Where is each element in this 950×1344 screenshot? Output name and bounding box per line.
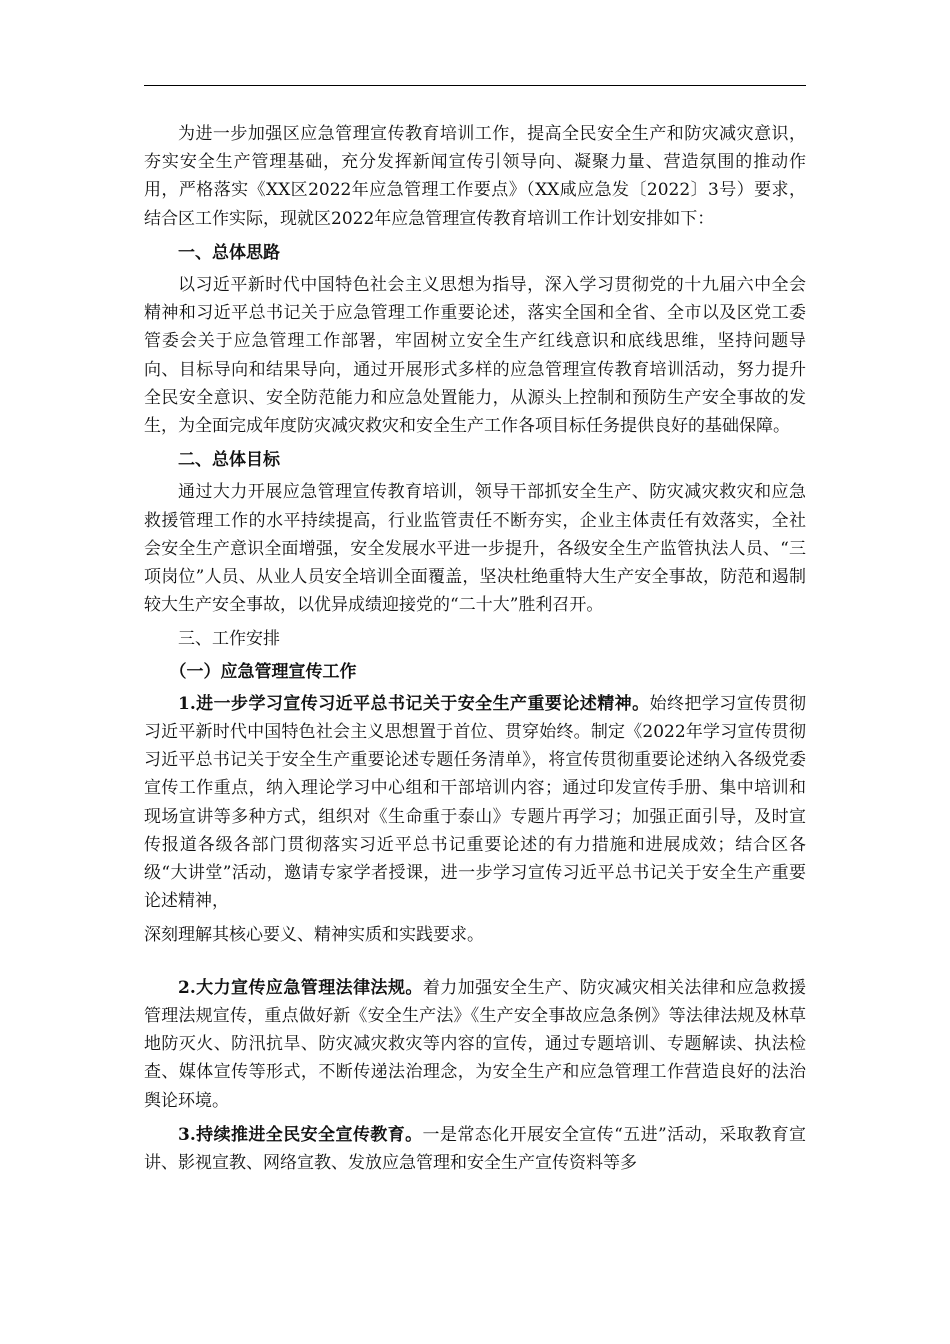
item-2-lead: 2.大力宣传应急管理法律法规。 <box>178 977 423 998</box>
item-1-paragraph <box>144 690 806 916</box>
item-3-paragraph <box>144 1121 806 1177</box>
item-3-body: 一是常态化开展安全宣传“五进”活动，采取教育宣讲、影视宣教、网络宣教、发放应急管理和安全生产宣传资料等多 <box>144 1124 806 1173</box>
page-gap <box>144 950 806 974</box>
section-1-heading: 一、总体思路 <box>178 242 280 263</box>
item-1-tail: 深刻理解其核心要义、精神实质和实践要求。 <box>144 925 484 946</box>
header-rule <box>144 85 806 86</box>
section-1-body: 以习近平新时代中国特色社会主义思想为指导，深入学习贯彻党的十九届六中全会精神和习近平总书记关于应急管理工作重要论述，落实全国和全省、全市以及区党工委管委会关于应急管理工作部署，牢固树立安全生产红线意识和底线思维，坚持问题导向、目标导向和结果导向，通过开展形式多样的应急管理宣传教育培训活动，努力提升全民安全意识、安全防范能力和应急处置能力，从源头上控制和预防生产安全事故的发生，为全面完成年度防灾减灾救灾和安全生产工作各项目标任务提供良好的基础保障。 <box>144 275 806 437</box>
item-2-paragraph <box>144 974 806 1115</box>
section-3-heading: 三、工作安排 <box>178 629 280 650</box>
item-1-lead: 1.进一步学习宣传习近平总书记关于安全生产重要论述精神。 <box>178 693 650 714</box>
item-1-body: 始终把学习宣传贯彻习近平新时代中国特色社会主义思想置于首位、贯穿始终。制定《2022年学习宣传贯彻习近平总书记关于安全生产重要论述专题任务清单》，将宣传贯彻重要论述纳入各级党委宣传工作重点，纳入理论学习中心组和干部培训内容；通过印发宣传手册、集中培训和现场宣讲等多种方式，组织对《生命重于泰山》专题片再学习；加强正面引导，及时宣传报道各级各部门贯彻落实习近平总书记重要论述的有力措施和进展成效；结合区各级“大讲堂”活动，邀请专家学者授课，进一步学习宣传习近平总书记关于安全生产重要论述精神， <box>144 693 807 912</box>
intro-paragraph: 为进一步加强区应急管理宣传教育培训工作，提高全民安全生产和防灾减灾意识，夯实安全生产管理基础，充分发挥新闻宣传引领导向、凝聚力量、营造氛围的推动作用，严格落实《XX区2022年应急管理工作要点》（XX咸应急发〔2022〕3号）要求，结合区工作实际，现就区2022年应急管理宣传教育培训工作计划安排如下： <box>144 124 806 229</box>
item-2-body: 着力加强安全生产、防灾减灾相关法律和应急救援管理法规宣传，重点做好新《安全生产法》《生产安全事故应急条例》等法律法规及林草地防灭火、防汛抗旱、防灾减灾救灾等内容的宣传，通过专题培训、专题解读、执法检查、媒体宣传等形式，不断传递法治理念，为安全生产和应急管理工作营造良好的法治舆论环境。 <box>144 977 807 1111</box>
document-body <box>144 120 806 1177</box>
subsection-1-heading: （一）应急管理宣传工作 <box>169 661 357 682</box>
section-2-body: 通过大力开展应急管理宣传教育培训，领导干部抓安全生产、防灾减灾救灾和应急救援管理工作的水平持续提高，行业监管责任不断夯实，企业主体责任有效落实，全社会安全生产意识全面增强，安全发展水平进一步提升，各级安全生产监管执法人员、“三项岗位”人员、从业人员安全培训全面覆盖，坚决杜绝重特大生产安全事故，防范和遏制较大生产安全事故，以优异成绩迎接党的“二十大”胜利召开。 <box>144 482 806 616</box>
item-3-lead: 3.持续推进全民安全宣传教育。 <box>178 1124 423 1145</box>
section-2-heading: 二、总体目标 <box>178 450 280 471</box>
